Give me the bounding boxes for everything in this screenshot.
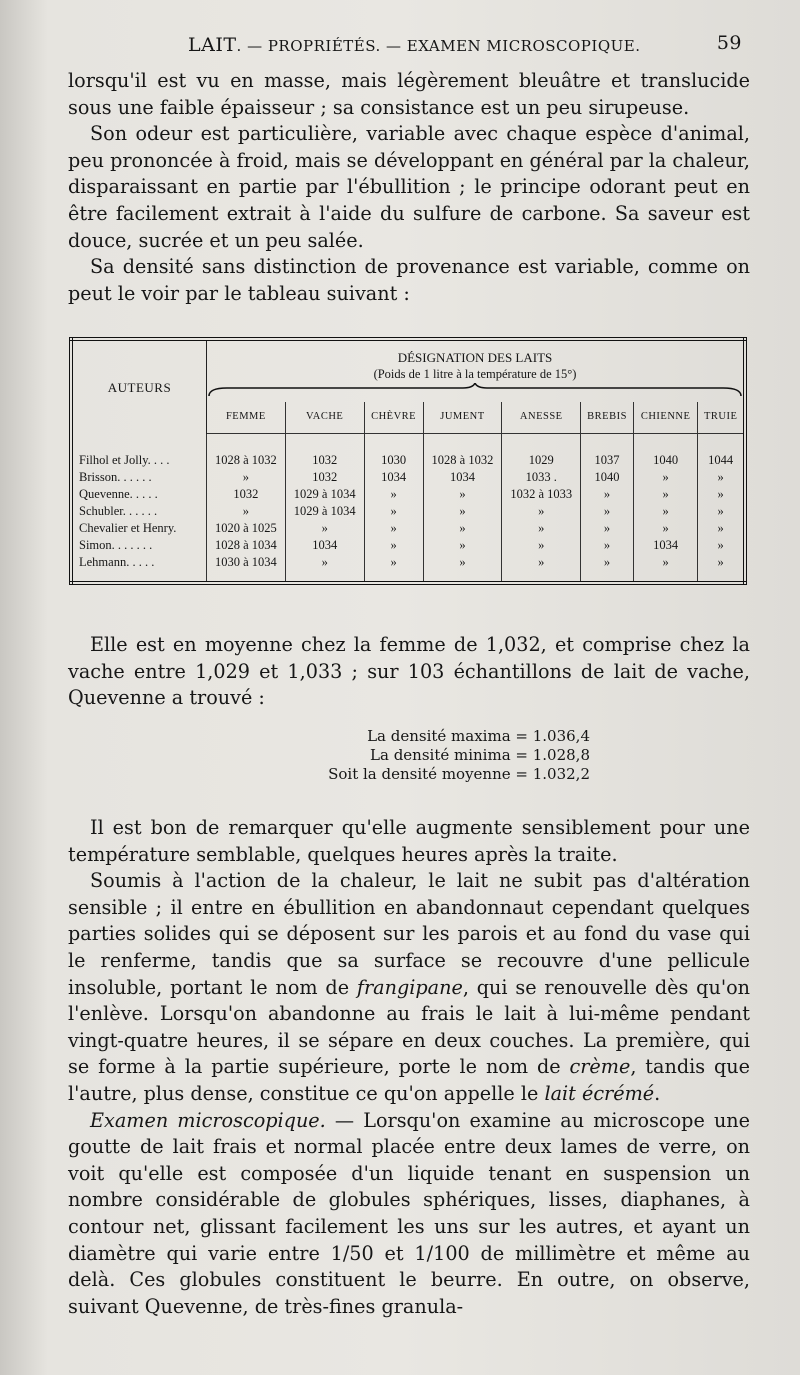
- table-row: [71, 537, 745, 554]
- table-row: [71, 486, 745, 503]
- density-cell: 1020 à 1025: [207, 520, 286, 537]
- density-formulas: [190, 727, 590, 784]
- density-cell: 1028 à 1032: [207, 452, 286, 469]
- table-body: [71, 434, 745, 584]
- density-cell: »: [717, 555, 724, 569]
- paragraph: lorsqu'il est vu en masse, mais légèrement bleuâtre et translucide sous une faible épaisseur ; sa consistance est un peu sirupeuse.: [68, 69, 750, 119]
- density-cell: »: [207, 503, 286, 520]
- text-run: .: [654, 1081, 661, 1105]
- paragraph: Sa densité sans distinction de provenance est variable, comme on peut le voir par le tableau suivant :: [68, 255, 750, 305]
- density-cell: 1037: [581, 452, 634, 469]
- author-cell: Filhol et Jolly. . . .: [71, 452, 207, 469]
- density-cell: 1032: [207, 486, 286, 503]
- formula-line: La densité maxima = 1.036,4: [367, 727, 590, 745]
- running-title-lait: LAIT: [188, 34, 237, 56]
- column-header: VACHE: [285, 402, 364, 434]
- density-cell: 1032 à 1033: [502, 486, 581, 503]
- density-cell: 1032: [285, 469, 364, 486]
- density-cell: »: [423, 503, 502, 520]
- density-cell: »: [633, 469, 697, 486]
- density-cell: 1040: [633, 452, 697, 469]
- italic-term: lait écrémé: [544, 1081, 655, 1105]
- density-cell: »: [581, 503, 634, 520]
- column-header: ANESSE: [502, 402, 581, 434]
- density-cell: 1029 à 1034: [285, 503, 364, 520]
- italic-term: crème: [569, 1055, 631, 1079]
- density-cell: 1028 à 1032: [423, 452, 502, 469]
- density-cell: 1040: [581, 469, 634, 486]
- section-heading: Examen microscopique.: [90, 1108, 326, 1132]
- density-cell: »: [502, 520, 581, 537]
- column-header: CHÈVRE: [364, 402, 423, 434]
- density-cell: »: [364, 503, 423, 520]
- brace: [207, 383, 746, 402]
- density-cell: 1034: [633, 537, 697, 554]
- density-cell: »: [423, 537, 502, 554]
- density-cell: 1029: [502, 452, 581, 469]
- density-cell: 1034: [285, 537, 364, 554]
- page-number: 59: [716, 32, 742, 54]
- italic-term: frangipane: [356, 975, 463, 999]
- density-cell: »: [633, 554, 697, 571]
- text-run: Soumis à l'action de la chaleur, le lait ne subit pas d'altération sensible ; il entre en ébullition en abandonnaut cependant quelques parties solides qui se déposent sur les parois et au fond du vase qui le renferme, tandis que sa surface se recouvre d'une pellicule insoluble, portant le nom de: [68, 869, 750, 999]
- column-header: CHIENNE: [633, 402, 697, 434]
- table-row: [71, 520, 745, 537]
- text-run: , tandis que l'autre, plus dense, constitue ce qu'on appelle le: [68, 1055, 750, 1105]
- author-cell: Quevenne. . . . .: [71, 486, 207, 503]
- column-header: TRUIE: [698, 402, 745, 434]
- author-cell: Lehmann. . . . .: [71, 554, 207, 571]
- designation-title: DÉSIGNATION DES LAITS: [397, 350, 553, 365]
- density-cell: »: [633, 486, 697, 503]
- density-cell: »: [633, 503, 697, 520]
- density-cell: 1033 .: [502, 469, 581, 486]
- density-cell: »: [502, 503, 581, 520]
- density-cell: »: [207, 469, 286, 486]
- density-cell: »: [633, 520, 697, 537]
- density-cell: 1028 à 1034: [207, 537, 286, 554]
- density-cell: 1032: [285, 452, 364, 469]
- table-row: [71, 469, 745, 486]
- author-cell: Brisson. . . . . .: [71, 469, 207, 486]
- density-cell: 1030 à 1034: [207, 554, 286, 571]
- author-cell: Schubler. . . . . .: [71, 503, 207, 520]
- column-header: JUMENT: [423, 402, 502, 434]
- paragraph: Il est bon de remarquer qu'elle augmente sensiblement pour une température semblable, quelques heures après la traite.: [68, 816, 750, 866]
- density-cell: »: [423, 520, 502, 537]
- paragraph: Son odeur est particulière, variable avec chaque espèce d'animal, peu prononcée à froid, mais se développant en général par la chaleur, disparaissant en partie par l'ébullition ; le principe odorant peut en être facilement extrait à l'aide du sulfure de carbone. Sa saveur est douce, sucrée et un peu salée.: [68, 122, 750, 252]
- running-title: [188, 34, 641, 56]
- density-cell: »: [364, 520, 423, 537]
- author-cell: Simon. . . . . . .: [71, 537, 207, 554]
- density-cell: 1034: [364, 469, 423, 486]
- density-cell: »: [581, 554, 634, 571]
- density-cell: »: [717, 521, 724, 535]
- density-cell: »: [285, 554, 364, 571]
- density-cell: »: [502, 554, 581, 571]
- density-cell: 1030: [364, 452, 423, 469]
- paragraph: [68, 1108, 750, 1321]
- text-block-bottom: [68, 815, 750, 1320]
- authors-column-header: AUTEURS: [71, 339, 207, 434]
- density-cell: »: [364, 486, 423, 503]
- column-header: FEMME: [207, 402, 286, 434]
- formula-line: Soit la densité moyenne = 1.032,2: [328, 765, 590, 783]
- formula-line: La densité minima = 1.028,8: [370, 746, 590, 764]
- paragraph: Elle est en moyenne chez la femme de 1,032, et comprise chez la vache entre 1,029 et 1,033 ; sur 103 échantillons de lait de vache, Quevenne a trouvé :: [68, 633, 750, 710]
- density-cell: »: [364, 537, 423, 554]
- table-row: [71, 503, 745, 520]
- density-cell: »: [423, 486, 502, 503]
- table-row: [71, 554, 745, 571]
- density-table: [69, 337, 747, 585]
- density-cell: »: [502, 537, 581, 554]
- density-cell: 1044: [708, 453, 734, 467]
- density-cell: »: [285, 520, 364, 537]
- density-cell: »: [717, 470, 724, 484]
- table-row: [71, 452, 745, 469]
- designation-header: [207, 339, 746, 383]
- density-cell: »: [423, 554, 502, 571]
- text-run: — Lorsqu'on examine au microscope une goutte de lait frais et normal placée entre deux lames de verre, on voit qu'elle est composée d'un liquide tenant en suspension un nombre considérable de globules sphériques, lisses, diaphanes, à contour net, glissant facilement les uns sur les autres, et ayant un diamètre qui varie entre 1/50 et 1/100 de millimètre et même au delà. Ces globules constituent le beurre. En outre, on observe, suivant Quevenne, de très-fines granula-: [68, 1108, 751, 1318]
- density-cell: »: [581, 537, 634, 554]
- density-cell: »: [581, 486, 634, 503]
- density-cell: »: [717, 504, 724, 518]
- density-cell: »: [717, 538, 724, 552]
- density-cell: »: [364, 554, 423, 571]
- text-block-mid: [68, 632, 750, 712]
- column-header: BREBIS: [581, 402, 634, 434]
- density-cell: »: [581, 520, 634, 537]
- designation-subtitle: (Poids de 1 litre à la température de 15°): [373, 367, 577, 381]
- paragraph: [68, 868, 750, 1107]
- text-run: , qui se renouvelle dès qu'on l'enlève. Lorsqu'on abandonne au frais le lait à lui-même pendant vingt-quatre heures, il se sépare en deux couches. La première, qui se forme à la partie supérieure, porte le nom de: [68, 975, 750, 1079]
- running-header: [70, 30, 742, 60]
- density-cell: 1034: [423, 469, 502, 486]
- curly-brace-icon: [207, 383, 743, 397]
- text-block-top: [68, 68, 750, 307]
- density-cell: 1029 à 1034: [285, 486, 364, 503]
- author-cell: Chevalier et Henry.: [71, 520, 207, 537]
- density-cell: »: [717, 487, 724, 501]
- running-title-rest: . — PROPRIÉTÉS. — EXAMEN MICROSCOPIQUE.: [236, 37, 641, 55]
